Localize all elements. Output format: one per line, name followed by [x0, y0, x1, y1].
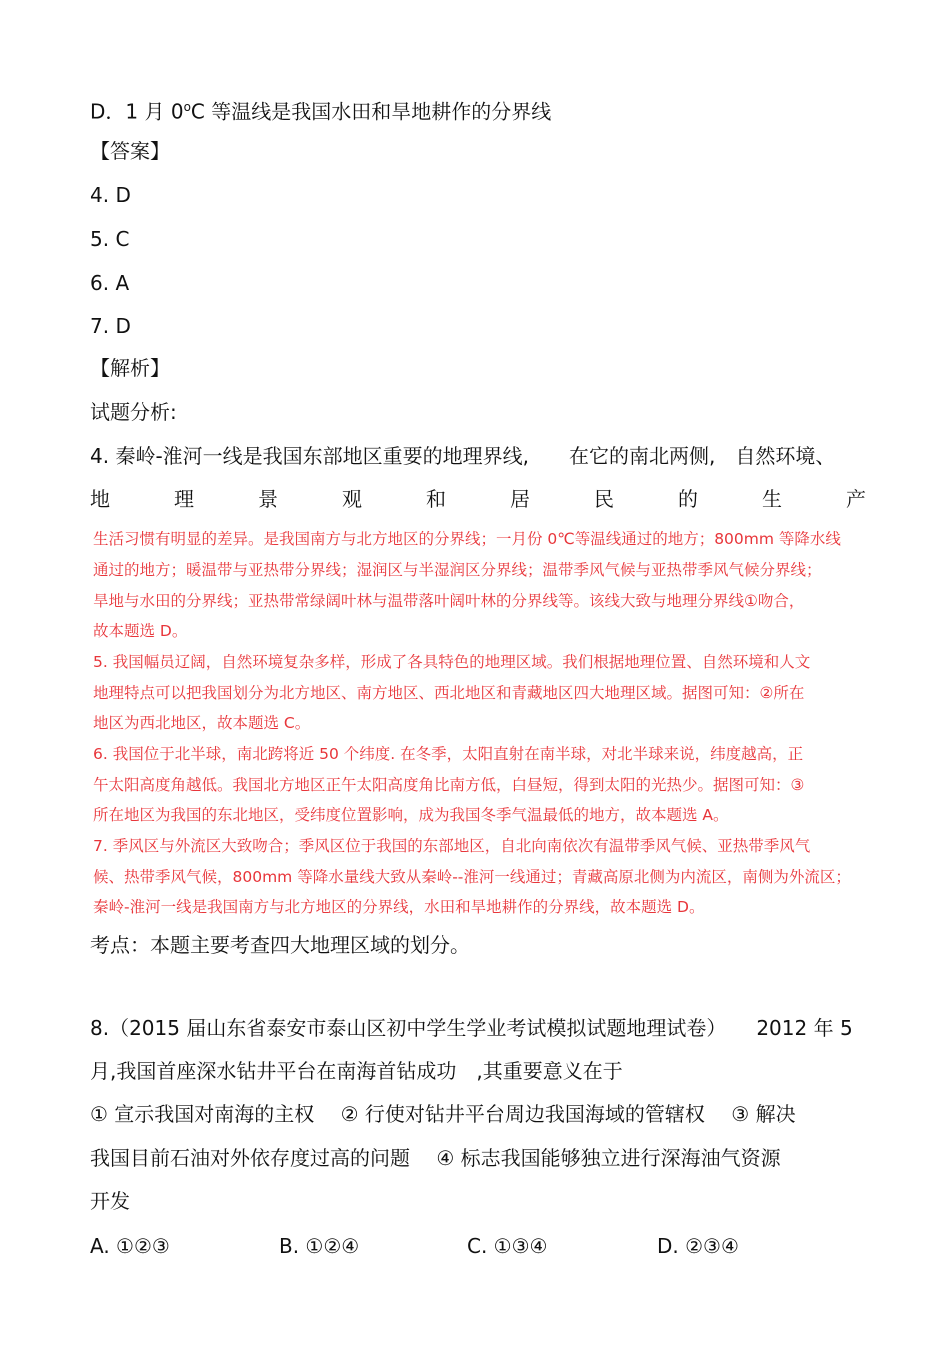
q8-option-c: C. ①③④ [467, 1234, 548, 1258]
spread-char: 地 [90, 487, 110, 511]
degree-superscript: o [183, 100, 191, 114]
q8-stem-line-2: 月,我国首座深水钻井平台在南海首钻成功 ,其重要意义在于 [90, 1059, 623, 1083]
red-line: 地理特点可以把我国划分为北方地区、南方地区、西北地区和青藏地区四大地理区域。据图可知：②所在 [93, 684, 805, 702]
red-line: 故本题选 D。 [93, 622, 188, 640]
red-line: 午太阳高度角越低。我国北方地区正午太阳高度角比南方低，白昼短，得到太阳的光热少。据图可知：③ [93, 776, 805, 794]
q8-option-b: B. ①②④ [279, 1234, 360, 1258]
red-line: 7. 季风区与外流区大致吻合；季风区位于我国的东部地区，自北向南依次有温带季风气候、亚热带季风气 [93, 837, 811, 855]
answer-header: 【答案】 [90, 139, 170, 163]
red-line: 地区为西北地区，故本题选 C。 [93, 714, 311, 732]
analysis-header: 【解析】 [90, 356, 170, 380]
q8-stem-line-5: 开发 [90, 1189, 130, 1213]
q8-stem-line-3: ① 宣示我国对南海的主权 ② 行使对钻井平台周边我国海域的管辖权 ③ 解决 [90, 1102, 796, 1126]
analysis-intro: 试题分析: [90, 400, 177, 424]
answer-6: 6. A [90, 271, 130, 295]
option-d-text-a: D．1 月 0 [90, 99, 184, 124]
option-d-text-b: C 等温线是我国水田和旱地耕作的分界线 [190, 99, 552, 124]
spread-char: 居 [510, 487, 530, 511]
spread-char: 和 [426, 487, 446, 511]
answer-5: 5. C [90, 227, 130, 251]
red-line: 候、热带季风气候，800mm 等降水量线大致从秦岭--淮河一线通过；青藏高原北侧为内流区，南侧为外流区； [93, 868, 851, 886]
spread-char: 的 [678, 487, 698, 511]
red-line: 生活习惯有明显的差异。是我国南方与北方地区的分界线；一月份 0℃等温线通过的地方；800mm 等降水线 [93, 530, 841, 548]
red-line: 旱地与水田的分界线；亚热带常绿阔叶林与温带落叶阔叶林的分界线等。该线大致与地理分界线①吻合， [93, 592, 805, 610]
q4-explanation-line-1: 4. 秦岭-淮河一线是我国东部地区重要的地理界线, 在它的南北两侧, 自然环境、 [90, 444, 836, 468]
question-3-option-d [90, 94, 551, 125]
kaodian: 考点：本题主要考查四大地理区域的划分。 [90, 933, 470, 957]
q4-explanation-line-2 [90, 486, 866, 512]
spread-char: 理 [174, 487, 194, 511]
red-line: 6. 我国位于北半球，南北跨将近 50 个纬度. 在冬季，太阳直射在南半球，对北半球来说，纬度越高，正 [93, 745, 804, 763]
answer-4: 4. D [90, 183, 131, 207]
spread-char: 民 [594, 487, 614, 511]
red-line: 所在地区为我国的东北地区，受纬度位置影响，成为我国冬季气温最低的地方，故本题选 A。 [93, 806, 729, 824]
red-line: 通过的地方；暖温带与亚热带分界线；湿润区与半湿润区分界线；温带季风气候与亚热带季风气候分界线； [93, 561, 822, 579]
answer-7: 7. D [90, 314, 131, 338]
spread-char: 产 [846, 487, 866, 511]
spread-char: 观 [342, 487, 362, 511]
spread-char: 景 [258, 487, 278, 511]
red-line: 5. 我国幅员辽阔，自然环境复杂多样，形成了各具特色的地理区域。我们根据地理位置、自然环境和人文 [93, 653, 811, 671]
q8-stem-line-1: 8.（2015 届山东省泰安市泰山区初中学生学业考试模拟试题地理试卷） 2012 年 5 [90, 1016, 853, 1040]
q8-option-a: A. ①②③ [90, 1234, 170, 1258]
red-line: 秦岭-淮河一线是我国南方与北方地区的分界线，水田和旱地耕作的分界线，故本题选 D。 [93, 898, 705, 916]
q8-option-d: D. ②③④ [657, 1234, 739, 1258]
q8-stem-line-4: 我国目前石油对外依存度过高的问题 ④ 标志我国能够独立进行深海油气资源 [90, 1146, 781, 1170]
spread-char: 生 [762, 487, 782, 511]
